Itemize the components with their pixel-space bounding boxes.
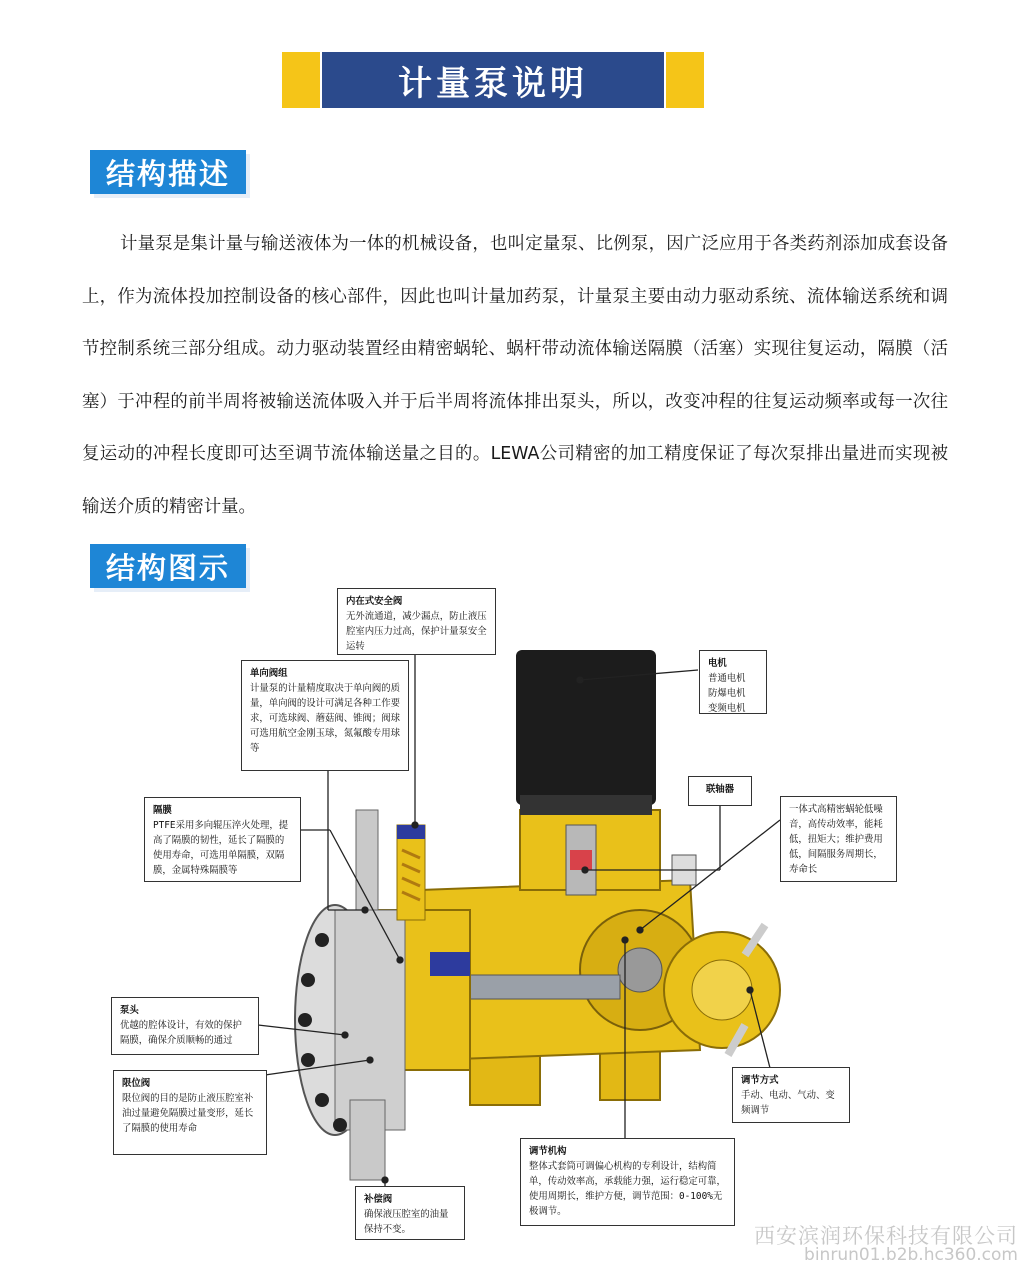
callout-title: 内在式安全阀	[346, 596, 403, 607]
callout-title: 调节方式	[741, 1075, 779, 1086]
callout-title: 补偿阀	[364, 1194, 393, 1205]
banner-right-accent	[666, 52, 704, 108]
section-heading-structure-diagram: 结构图示	[90, 544, 246, 588]
callout-text: 一体式高精密蜗轮低噪音，高传动效率，能耗低，扭矩大；维护费用低，间隔服务周期长，寿命长	[789, 804, 883, 875]
callout-text: PTFE采用多向辊压淬火处理，提高了隔膜的韧性，延长了隔膜的使用寿命，可选用单隔膜，双隔膜，金属特殊隔膜等	[153, 820, 289, 876]
callout-text: 优越的腔体设计，有效的保护隔膜，确保介质顺畅的通过	[120, 1020, 242, 1046]
diaphragm-seal	[430, 952, 470, 976]
callout-diaphragm	[144, 797, 301, 882]
callout-title: 限位阀	[122, 1078, 151, 1089]
callout-text: 手动、电动、气动、变频调节	[741, 1090, 835, 1116]
callout-pump-head	[111, 997, 259, 1055]
callout-check-valve	[241, 660, 409, 771]
callout-text: 无外流通道，减少漏点，防止液压腔室内压力过高，保护计量泵安全运转	[346, 611, 487, 652]
page-title: 计量泵说明	[322, 52, 664, 108]
title-banner	[282, 52, 704, 108]
callout-text: 限位阀的目的是防止液压腔室补油过量避免隔膜过量变形，延长了隔膜的使用寿命	[122, 1093, 254, 1134]
callout-text: 整体式套筒可调偏心机构的专利设计，结构简单，传动效率高，承载能力强，运行稳定可靠，使用周期长，维护方便，调节范围：0-100%无极调节。	[529, 1161, 726, 1217]
section-heading-structure-description: 结构描述	[90, 150, 246, 194]
watermark-company: 西安滨润环保科技有限公司	[754, 1224, 1018, 1248]
callout-title: 隔膜	[153, 805, 172, 816]
adjuster-knob	[692, 960, 752, 1020]
motor-flange	[520, 795, 652, 815]
callout-title: 泵头	[120, 1005, 139, 1016]
callout-text: 确保液压腔室的油量保持不变。	[364, 1209, 449, 1235]
suction-valve	[350, 1100, 385, 1180]
callout-motor	[699, 650, 767, 714]
callout-title: 联轴器	[705, 784, 735, 795]
callout-adjust-mechanism	[520, 1138, 735, 1226]
discharge-pipe	[356, 810, 378, 910]
pump-structure-diagram	[0, 580, 1024, 1268]
callout-adjust-mode	[732, 1067, 850, 1123]
safety-valve-body	[397, 825, 425, 920]
callout-text: 普通电机 防爆电机 变频电机	[708, 673, 746, 714]
callout-coupling	[688, 776, 752, 806]
callout-title: 单向阀组	[250, 668, 288, 679]
safety-valve-cap	[397, 825, 425, 839]
callout-refill-valve	[355, 1186, 465, 1240]
coupling-insert	[570, 850, 592, 870]
metering-pump-illustration	[0, 580, 1024, 1268]
callout-safety-valve	[337, 588, 496, 655]
watermark-url: binrun01.b2b.hc360.com	[804, 1245, 1018, 1265]
description-paragraph: 计量泵是集计量与输送液体为一体的机械设备，也叫定量泵、比例泵，因广泛应用于各类药剂添加成套设备上，作为流体投加控制设备的核心部件，因此也叫计量加药泵，计量泵主要由动力驱动系统、流体输送系统和调节控制系统三部分组成。动力驱动装置经由精密蜗轮、蜗杆带动流体输送隔膜（活塞）实现往复运动，隔膜（活塞）于冲程的前半周将被输送流体吸入并于后半周将流体排出泵头，所以，改变冲程的往复运动频率或每一次往复运动的冲程长度即可达至调节流体输送量之目的。LEWA公司精密的加工精度保证了每次泵排出量进而实现被输送介质的精密计量。	[82, 234, 948, 517]
callout-title: 电机	[708, 658, 727, 669]
callout-limit-valve	[113, 1070, 267, 1155]
motor-body	[516, 650, 656, 805]
callout-worm-gear	[780, 796, 897, 882]
callout-text: 计量泵的计量精度取决于单向阀的质量，单向阀的设计可满足各种工作要求，可选球阀、蘑菇阀、锥阀；阀球可选用航空金刚玉球，氮氟酸专用球等	[250, 683, 401, 754]
callout-title: 调节机构	[529, 1146, 567, 1157]
pump-head-body	[335, 910, 405, 1130]
banner-left-accent	[282, 52, 320, 108]
